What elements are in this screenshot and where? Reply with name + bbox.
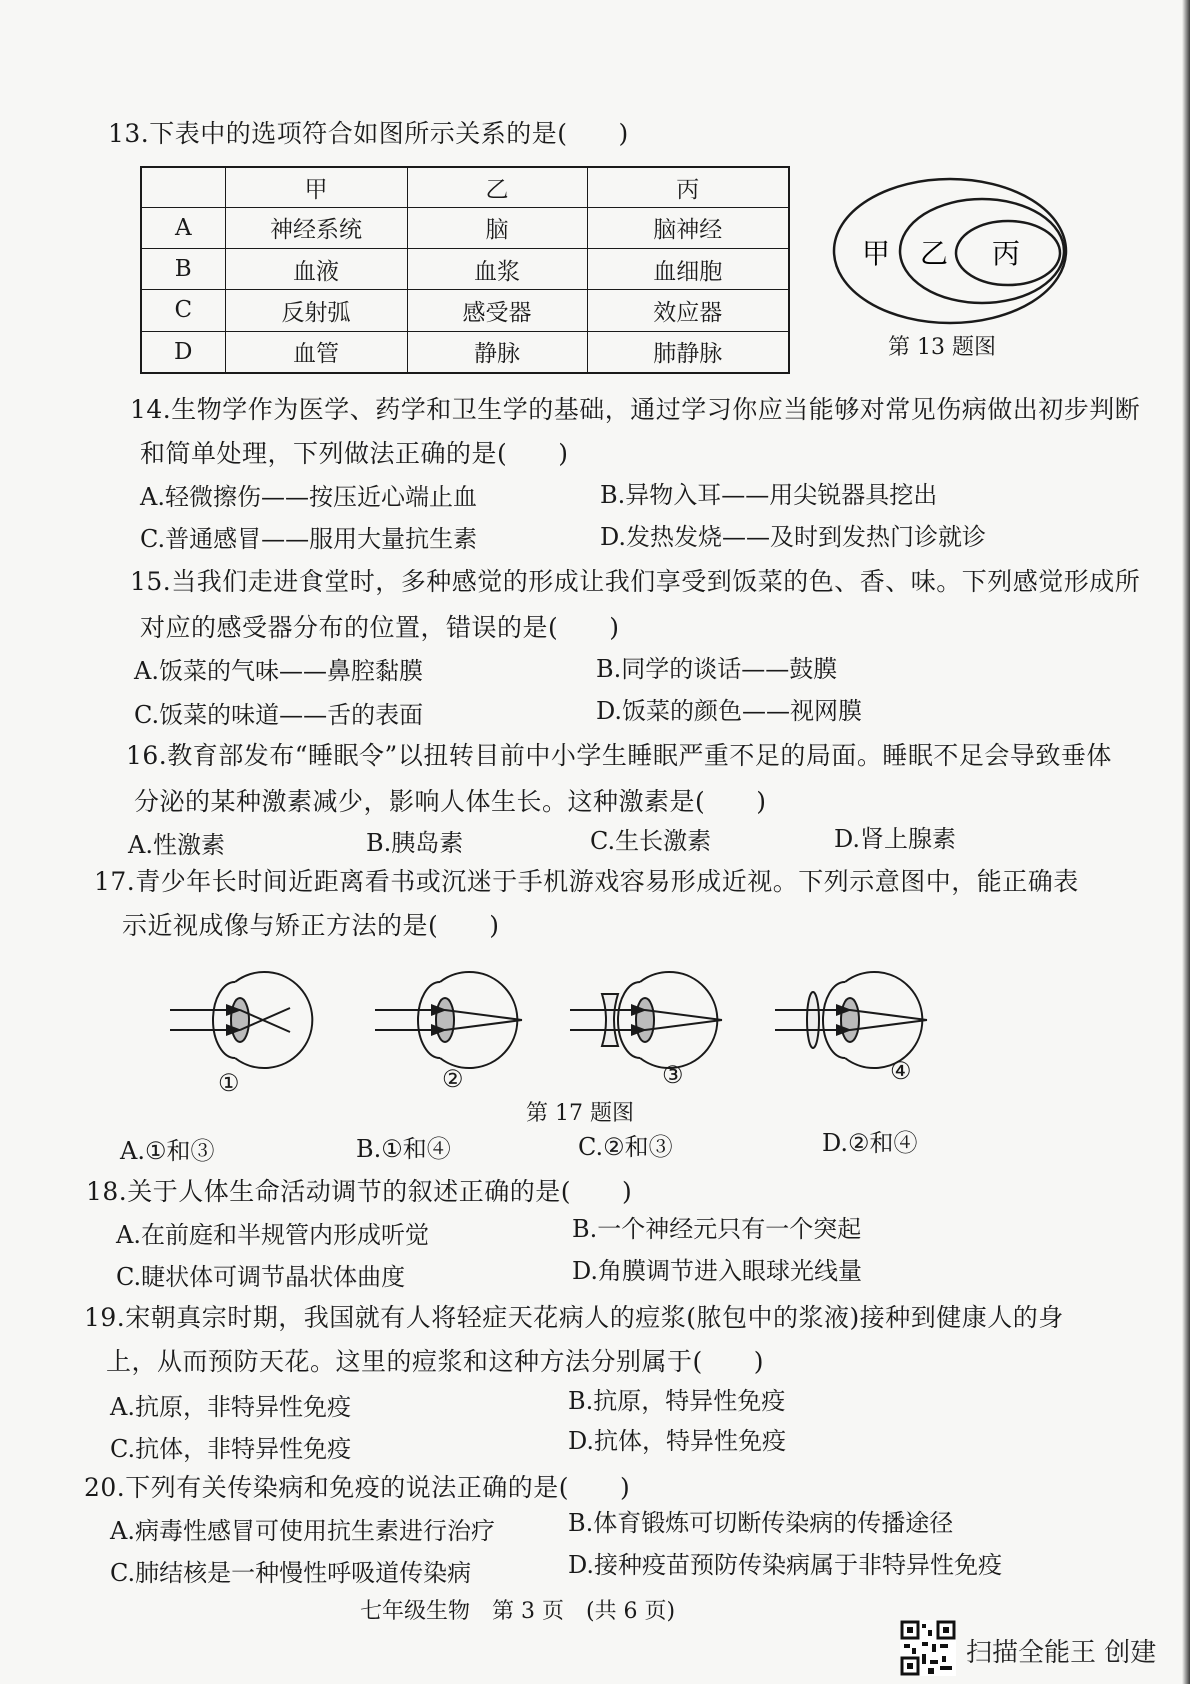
q13-figure-caption: 第 13 题图 bbox=[888, 335, 996, 360]
q18-option-d: D.角膜调节进入眼球光线量 bbox=[572, 1257, 863, 1285]
q16-option-b: B.胰岛素 bbox=[366, 829, 464, 857]
page-footer: 七年级生物 第 3 页 (共 6 页) bbox=[360, 1599, 676, 1624]
q17-label-2: ② bbox=[442, 1065, 464, 1093]
q14-option-a: A.轻微擦伤——按压近心端止血 bbox=[140, 483, 477, 511]
q16-option-a: A.性激素 bbox=[128, 831, 225, 859]
middle-label: 乙 bbox=[920, 237, 949, 270]
table-header-row bbox=[141, 167, 789, 207]
table-header-cell bbox=[141, 167, 225, 207]
q18-stem: 18.关于人体生命活动调节的叙述正确的是( ) bbox=[86, 1177, 633, 1206]
q20-option-c: C.肺结核是一种慢性呼吸道传染病 bbox=[110, 1559, 472, 1587]
q19-stem-line2: 上，从而预防天花。这里的痘浆和这种方法分别属于( ) bbox=[106, 1347, 765, 1376]
q15-option-d: D.饭菜的颜色——视网膜 bbox=[596, 697, 863, 725]
eye-diagram-1 bbox=[170, 972, 312, 1068]
table-cell: 反射弧 bbox=[225, 290, 407, 331]
table-row bbox=[141, 331, 789, 373]
table-row bbox=[141, 290, 789, 331]
q15-option-b: B.同学的谈话——鼓膜 bbox=[596, 655, 838, 683]
table-cell: 感受器 bbox=[407, 290, 587, 331]
q15-option-c: C.饭菜的味道——舌的表面 bbox=[134, 701, 424, 729]
table-header-cell: 乙 bbox=[407, 167, 587, 207]
table-cell: A bbox=[141, 207, 225, 248]
table-cell: 血浆 bbox=[407, 248, 587, 289]
q16-option-c: C.生长激素 bbox=[590, 827, 712, 855]
q19-option-a: A.抗原，非特异性免疫 bbox=[110, 1393, 351, 1421]
q18-option-b: B.一个神经元只有一个突起 bbox=[572, 1215, 862, 1243]
table-cell: 肺静脉 bbox=[587, 331, 789, 373]
q16-option-d: D.肾上腺素 bbox=[834, 825, 957, 853]
q17-label-4: ④ bbox=[890, 1057, 912, 1085]
q14-stem-line2: 和简单处理，下列做法正确的是( ) bbox=[140, 439, 569, 468]
q16-stem-line1: 16.教育部发布“睡眠令”以扭转目前中小学生睡眠严重不足的局面。睡眠不足会导致垂体 bbox=[126, 741, 1112, 770]
q17-option-b: B.①和④ bbox=[356, 1135, 451, 1163]
inner-label: 丙 bbox=[992, 237, 1021, 270]
page-edge-shadow bbox=[1182, 0, 1190, 1684]
q14-option-d: D.发热发烧——及时到发热门诊就诊 bbox=[600, 523, 987, 551]
q17-option-d: D.②和④ bbox=[822, 1129, 918, 1157]
q17-stem-line1: 17.青少年长时间近距离看书或沉迷于手机游戏容易形成近视。下列示意图中，能正确表 bbox=[94, 867, 1079, 896]
q20-stem: 20.下列有关传染病和免疫的说法正确的是( ) bbox=[84, 1473, 631, 1502]
table-header-cell: 丙 bbox=[587, 167, 789, 207]
table-cell: 脑神经 bbox=[587, 207, 789, 248]
table-header-cell: 甲 bbox=[225, 167, 407, 207]
q13-stem: 13.下表中的选项符合如图所示关系的是( ) bbox=[108, 119, 629, 148]
q17-label-1: ① bbox=[218, 1069, 240, 1097]
q20-option-a: A.病毒性感冒可使用抗生素进行治疗 bbox=[110, 1517, 495, 1545]
q18-option-c: C.睫状体可调节晶状体曲度 bbox=[116, 1263, 406, 1291]
q14-stem-line1: 14.生物学作为医学、药学和卫生学的基础，通过学习你应当能够对常见伤病做出初步判断 bbox=[130, 395, 1141, 424]
q17-stem-line2: 示近视成像与矫正方法的是( ) bbox=[122, 911, 500, 940]
q20-option-d: D.接种疫苗预防传染病属于非特异性免疫 bbox=[568, 1551, 1003, 1579]
q15-option-a: A.饭菜的气味——鼻腔黏膜 bbox=[134, 657, 423, 685]
q14-option-b: B.异物入耳——用尖锐器具挖出 bbox=[600, 481, 938, 509]
q20-option-b: B.体育锻炼可切断传染病的传播途径 bbox=[568, 1509, 954, 1537]
eye-diagram-4 bbox=[775, 972, 927, 1068]
q17-figure-caption: 第 17 题图 bbox=[526, 1101, 634, 1126]
table-row bbox=[141, 207, 789, 248]
table-row bbox=[141, 248, 789, 289]
table-cell: 血细胞 bbox=[587, 248, 789, 289]
q13-table bbox=[140, 166, 790, 374]
q17-label-3: ③ bbox=[662, 1061, 684, 1089]
table-cell: 神经系统 bbox=[225, 207, 407, 248]
table-cell: 血液 bbox=[225, 248, 407, 289]
table-cell: 静脉 bbox=[407, 331, 587, 373]
q15-stem-line2: 对应的感受器分布的位置，错误的是( ) bbox=[140, 613, 620, 642]
q17-eye-diagrams bbox=[140, 960, 1000, 1080]
q19-option-b: B.抗原，特异性免疫 bbox=[568, 1387, 786, 1415]
outer-label: 甲 bbox=[862, 237, 891, 270]
eye-diagram-2 bbox=[375, 972, 522, 1068]
scanner-watermark: 扫描全能王 创建 bbox=[966, 1638, 1157, 1668]
table-cell: C bbox=[141, 290, 225, 331]
q19-option-c: C.抗体，非特异性免疫 bbox=[110, 1435, 352, 1463]
q14-option-c: C.普通感冒——服用大量抗生素 bbox=[140, 525, 478, 553]
qr-code-icon bbox=[900, 1620, 956, 1676]
eye-diagram-3 bbox=[570, 972, 722, 1068]
q15-stem-line1: 15.当我们走进食堂时，多种感觉的形成让我们享受到饭菜的色、香、味。下列感觉形成所 bbox=[130, 567, 1141, 596]
q16-stem-line2: 分泌的某种激素减少，影响人体生长。这种激素是( ) bbox=[134, 787, 767, 816]
q19-option-d: D.抗体，特异性免疫 bbox=[568, 1427, 787, 1455]
q18-option-a: A.在前庭和半规管内形成听觉 bbox=[116, 1221, 429, 1249]
q17-option-a: A.①和③ bbox=[120, 1137, 215, 1165]
table-cell: B bbox=[141, 248, 225, 289]
q13-nested-diagram bbox=[830, 176, 1070, 326]
table-cell: 效应器 bbox=[587, 290, 789, 331]
table-cell: 脑 bbox=[407, 207, 587, 248]
table-cell: 血管 bbox=[225, 331, 407, 373]
q19-stem-line1: 19.宋朝真宗时期，我国就有人将轻症天花病人的痘浆(脓包中的浆液)接种到健康人的身 bbox=[84, 1303, 1064, 1332]
table-cell: D bbox=[141, 331, 225, 373]
q17-option-c: C.②和③ bbox=[578, 1133, 673, 1161]
